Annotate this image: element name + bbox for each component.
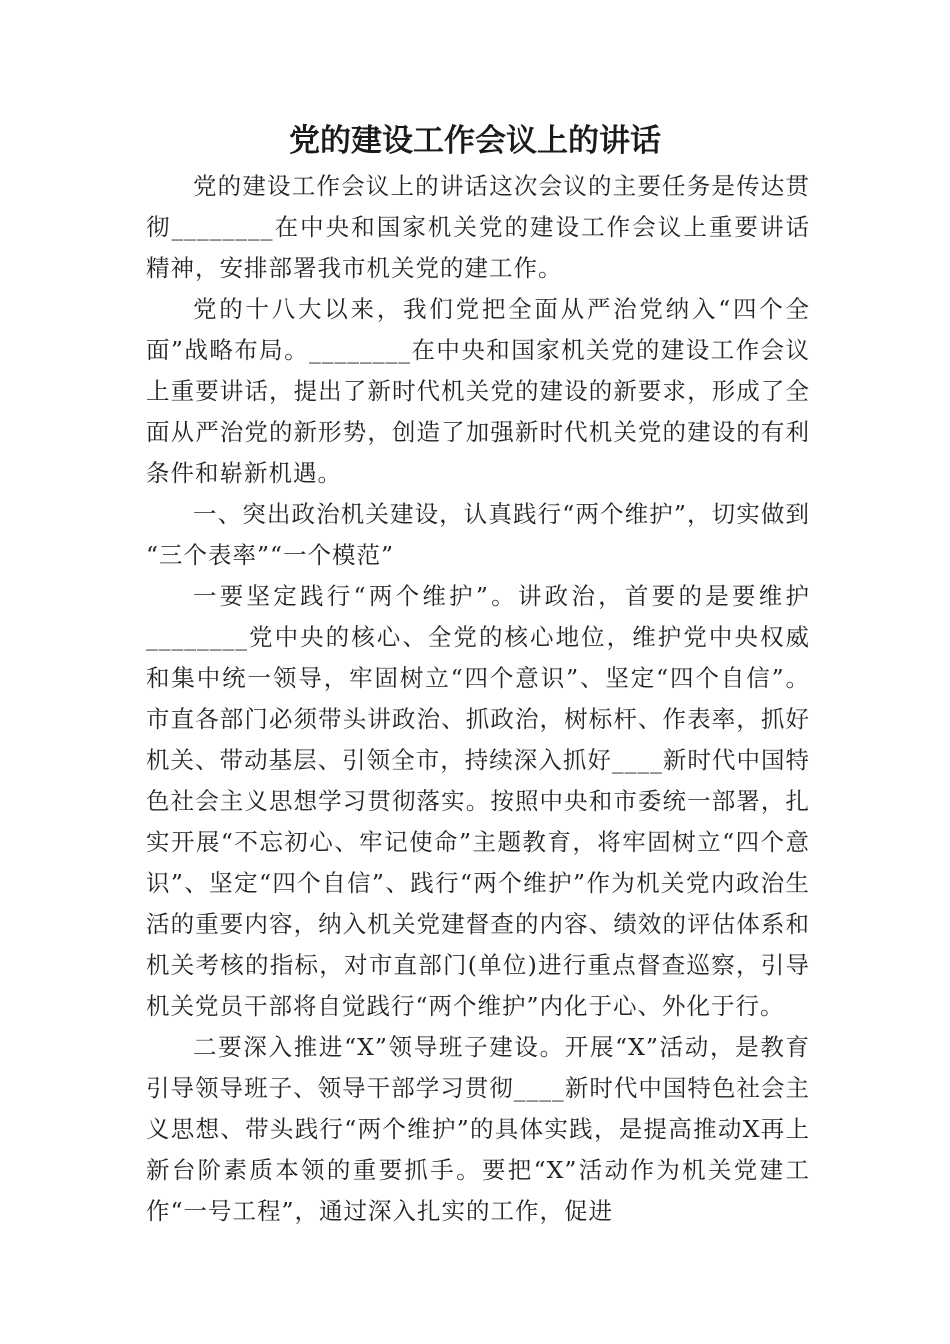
paragraph: 党的十八大以来，我们党把全面从严治党纳入“四个全面”战略布局。________在中央和国家机关党的建设工作会议上重要讲话，提出了新时代机关党的建设的新要求，形成了全面从严治党的新形势，创造了加强新时代机关党的建设的有利条件和崭新机遇。 <box>146 295 810 487</box>
document-body <box>146 166 810 1232</box>
section-heading: 一、突出政治机关建设，认真践行“两个维护”，切实做到 “三个表率”“一个模范” <box>146 500 810 569</box>
paragraph: 一要坚定践行“两个维护”。讲政治，首要的是要维护________党中央的核心、全党的核心地位，维护党中央权威和集中统一领导，牢固树立“四个意识”、坚定“四个自信”。市直各部门必须带头讲政治、抓政治，树标杆、作表率，抓好机关、带动基层、引领全市，持续深入抓好____新时代中国特色社会主义思想学习贯彻落实。按照中央和市委统一部署，扎实开展“不忘初心、牢记使命”主题教育，将牢固树立“四个意识”、坚定“四个自信”、践行“两个维护”作为机关党内政治生活的重要内容，纳入机关党建督查的内容、绩效的评估体系和机关考核的指标，对市直部门(单位)进行重点督查巡察，引导机关党员干部将自觉践行“两个维护”内化于心、外化于行。 <box>146 582 810 1020</box>
paragraph: 党的建设工作会议上的讲话这次会议的主要任务是传达贯彻________在中央和国家机关党的建设工作会议上重要讲话精神，安排部署我市机关党的建工作。 <box>146 172 810 282</box>
document-title: 党的建设工作会议上的讲话 <box>289 123 661 159</box>
paragraph: 二要深入推进“X”领导班子建设。开展“X”活动，是教育引导领导班子、领导干部学习贯彻____新时代中国特色社会主义思想、带头践行“两个维护”的具体实践，是提高推动X再上新台阶素质本领的重要抓手。要把“X”活动作为机关党建工作“一号工程”，通过深入扎实的工作，促进 <box>146 1033 810 1225</box>
